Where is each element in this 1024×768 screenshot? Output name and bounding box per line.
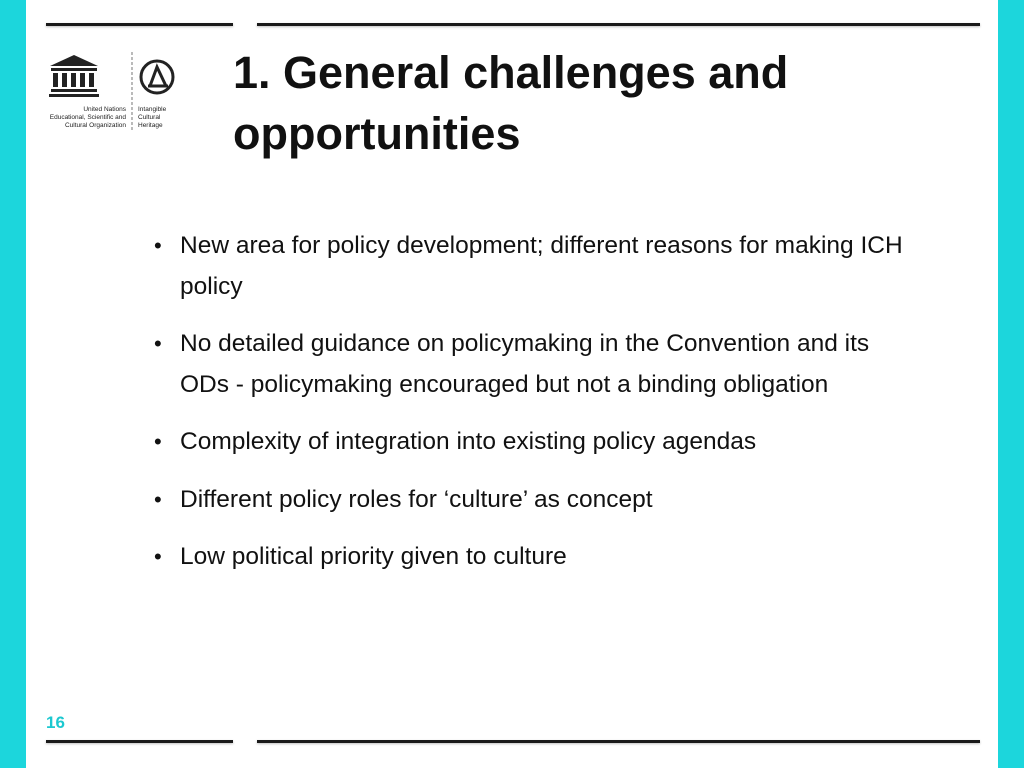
bullet-item xyxy=(154,422,914,463)
top-right-rule xyxy=(257,23,980,26)
slide-title: 1. General challenges and opportunities xyxy=(233,47,789,159)
bullet-dot-icon: • xyxy=(154,331,162,356)
bullet-dot-icon: • xyxy=(154,233,162,258)
bottom-right-rule xyxy=(257,740,980,743)
unesco-ich-logo xyxy=(44,50,194,135)
bullet-dot-icon: • xyxy=(154,429,162,454)
bullet-item xyxy=(154,226,914,307)
ich-caption: Intangible Cultural Heritage xyxy=(138,106,167,129)
page-number: 16 xyxy=(46,713,65,732)
bottom-left-rule xyxy=(46,740,233,743)
bullet-list xyxy=(154,226,914,595)
bullet-item xyxy=(154,324,914,405)
bullet-text: Low political priority given to culture xyxy=(180,543,567,570)
bullet-dot-icon: • xyxy=(154,486,162,512)
bullet-text: Different policy roles for ‘culture’ as concept xyxy=(180,485,653,513)
bullet-item xyxy=(154,537,914,578)
bullet-text: Complexity of integration into existing policy agendas xyxy=(180,428,757,455)
bullet-text: No detailed guidance on policymaking in the Convention and its ODs - policymaking encouraged but not a binding obligation xyxy=(180,330,870,398)
bullet-item xyxy=(154,480,914,521)
unesco-caption: United Nations Educational, Scientific and Cultural Organization xyxy=(49,106,126,129)
right-accent-bar xyxy=(998,0,1024,768)
bullet-text: New area for policy development; different reasons for making ICH policy xyxy=(180,232,903,300)
left-accent-bar xyxy=(0,0,26,768)
bullet-dot-icon: • xyxy=(154,544,162,569)
top-left-rule xyxy=(46,23,233,26)
